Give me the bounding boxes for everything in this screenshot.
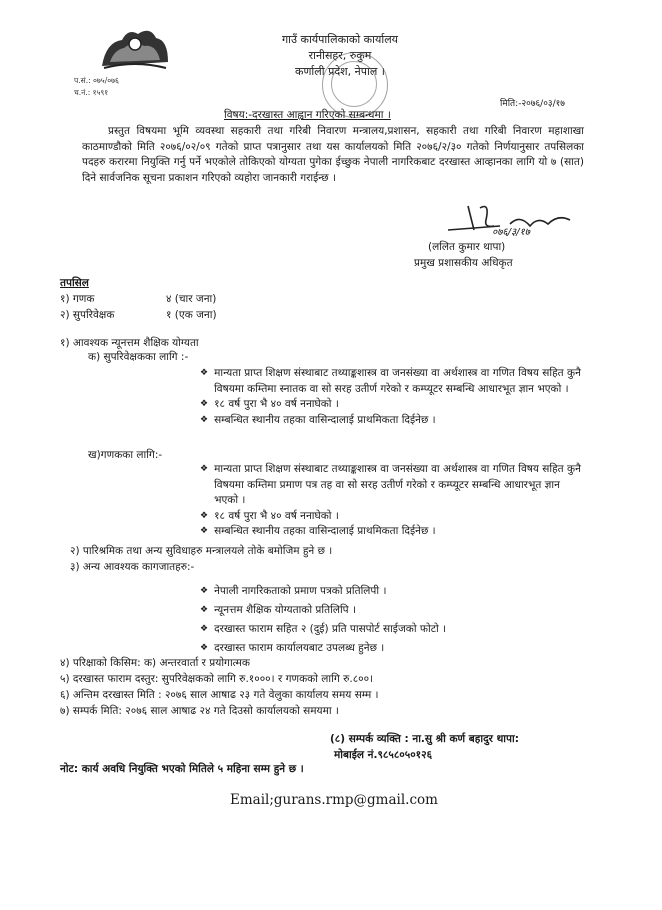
- list-item: ❖ न्यूनत्तम शैक्षिक योग्यताको प्रतिलिपि ।: [200, 601, 584, 620]
- signature-date: ०७६/३/१७: [492, 227, 530, 238]
- diamond-bullet-icon: ❖: [200, 586, 209, 596]
- tapsil-heading: तपसिल: [60, 277, 89, 289]
- fiscal-year: प.सं.: ०७५/०७६: [74, 76, 119, 85]
- post-enumerator: १) गणक: [60, 293, 95, 305]
- office-address: रानीसहर, रुकुम: [308, 49, 372, 62]
- signatory-name: (ललित कुमार थापा): [428, 241, 506, 253]
- list-item: ❖ नेपाली नागरिकताको प्रमाण पत्रको प्रतिलिपी ।: [200, 582, 584, 601]
- list-item: ❖ सम्बन्धित स्थानीय तहका वासिन्दालाई प्राथमिकता दिईनेछ ।: [200, 413, 584, 429]
- signatory-title: प्रमुख प्रशासकीय अधिकृत: [414, 257, 513, 269]
- list-item: ❖ १८ वर्ष पुरा भै ४० वर्ष ननाघेको ।: [200, 509, 584, 525]
- subject-line: विषय:-दरखास्त आह्वान गरिएको सम्बन्धमा ।: [224, 109, 391, 121]
- note-line: नोट: कार्य अवधि नियुक्ति भएको मितिले ५ महिना सम्म हुने छ ।: [60, 763, 304, 775]
- diamond-bullet-icon: ❖: [200, 368, 209, 378]
- government-emblem: [98, 22, 172, 72]
- supervisor-heading: क) सुपरिवेक्षकका लागि :-: [88, 351, 189, 363]
- exam-type-line: ४) परिक्षाको किसिम: क) अन्तरवार्ता र प्रयोगात्मक: [60, 657, 250, 669]
- list-item: ❖ मान्यता प्राप्त शिक्षण संस्थाबाट तथ्याङ्कशास्त्र वा जनसंख्या वा अर्थशास्त्र वा गणित विषय सहित कुनै विषयमा कम्तिमा स्नातक वा सो सरह उतीर्ण गरेको र कम्प्यूटर सम्बन्धि आधारभूत ज्ञान भएको ।: [200, 366, 584, 397]
- supervisor-requirements: [200, 366, 584, 428]
- list-item: ❖ मान्यता प्राप्त शिक्षण संस्थाबाट तथ्याङ्कशास्त्र वा जनसंख्या वा अर्थशास्त्र वा गणित विषय सहित कुनै विषयमा कम्तिमा प्रमाण पत्र तह वा सो सरह उतीर्ण गरेको र कम्प्यूटर सम्बन्धि आधारभूत ज्ञान भएको ।: [200, 462, 584, 509]
- post-supervisor: २) सुपरिवेक्षक: [60, 309, 115, 321]
- enumerator-heading: ख)गणकका लागि:-: [88, 449, 163, 461]
- diamond-bullet-icon: ❖: [200, 526, 209, 536]
- diamond-bullet-icon: ❖: [200, 399, 209, 409]
- list-item: ❖ सम्बन्धित स्थानीय तहका वासिन्दालाई प्राथमिकता दिईनेछ ।: [200, 524, 584, 540]
- contact-person: (८) सम्पर्क व्यक्ति : ना.सु श्री कर्ण बहादुर थापा:: [330, 733, 519, 745]
- diamond-bullet-icon: ❖: [200, 464, 209, 474]
- list-item: ❖ १८ वर्ष पुरा भै ४० वर्ष ननाघेको ।: [200, 397, 584, 413]
- list-item: ❖ दरखास्त फाराम कार्यालयबाट उपलब्ध हुनेछ ।: [200, 639, 584, 658]
- post-supervisor-count: १ (एक जना): [166, 309, 217, 321]
- documents-list: [200, 582, 584, 658]
- deadline-line: ६) अन्तिम दरखास्त मिति : २०७६ साल आषाढ २३ गते वेलुका कार्यालय समय सम्म ।: [60, 689, 379, 701]
- diamond-bullet-icon: ❖: [200, 414, 209, 425]
- intro-paragraph: प्रस्तुत विषयमा भूमि व्यवस्था सहकारी तथा गरिबी निवारण मन्त्रालय,प्रशासन, सहकारी तथा गरिबी निवारण महाशाखा काठमाण्डौको मिति २०७६/०२/०९ गतेको प्राप्त पत्रानुसार तथा यस कार्यालयको मिति २०७६/२/३० गतेको निर्णयानुसार तपसिलका पदहरु करारमा नियुक्ति गर्नु पर्ने भएकोले तोकिएको योग्यता पुगेका ईच्छुक नेपाली नागरिकबाट दरखास्त आव्हानका लागि यो ७ (सात) दिने सार्वजनिक सूचना प्रकाशन गरिएको व्यहोरा जानकारी गराईन्छ ।: [82, 125, 584, 184]
- letter-date: मिति:-२०७६/०३/१७: [500, 99, 565, 109]
- remuneration-line: २) पारिश्रमिक तथा अन्य सुविधाहरु मन्त्रालयले तोके बमोजिम हुने छ ।: [70, 545, 333, 557]
- contact-mobile: मोबाईल नं.९८५८०५०१२६: [334, 749, 433, 761]
- contact-date-line: ७) सम्पर्क मिति: २०७६ साल आषाढ २४ गते दिउसो कार्यालयको समयमा ।: [60, 705, 339, 717]
- list-item: ❖ दरखास्त फाराम सहित २ (दुई) प्रति पासपोर्ट साईजको फोटो ।: [200, 620, 584, 639]
- fee-line: ५) दरखास्त फाराम दस्तुर: सुपरिवेक्षकको लागि रु.१०००। र गणकको लागि रु.८००।: [60, 673, 374, 685]
- documents-heading: ३) अन्य आवश्यक कागजातहरु:-: [70, 561, 195, 573]
- diamond-bullet-icon: ❖: [200, 605, 209, 615]
- diamond-bullet-icon: ❖: [200, 643, 209, 653]
- post-enumerator-count: ४ (चार जना): [166, 293, 217, 305]
- qualification-heading: १) आवश्यक न्यूनत्तम शैक्षिक योग्यता: [60, 337, 199, 349]
- office-name: गाउँ कार्यपालिकाको कार्यालय: [281, 33, 399, 46]
- dispatch-number: च.नं.: १५९१: [74, 88, 109, 97]
- office-province: कर्णाली प्रदेश, नेपाल ।: [295, 65, 385, 78]
- diamond-bullet-icon: ❖: [200, 624, 209, 634]
- enumerator-requirements: [200, 462, 584, 540]
- email-address: Email;gurans.rmp@gmail.com: [230, 792, 438, 808]
- diamond-bullet-icon: ❖: [200, 510, 209, 521]
